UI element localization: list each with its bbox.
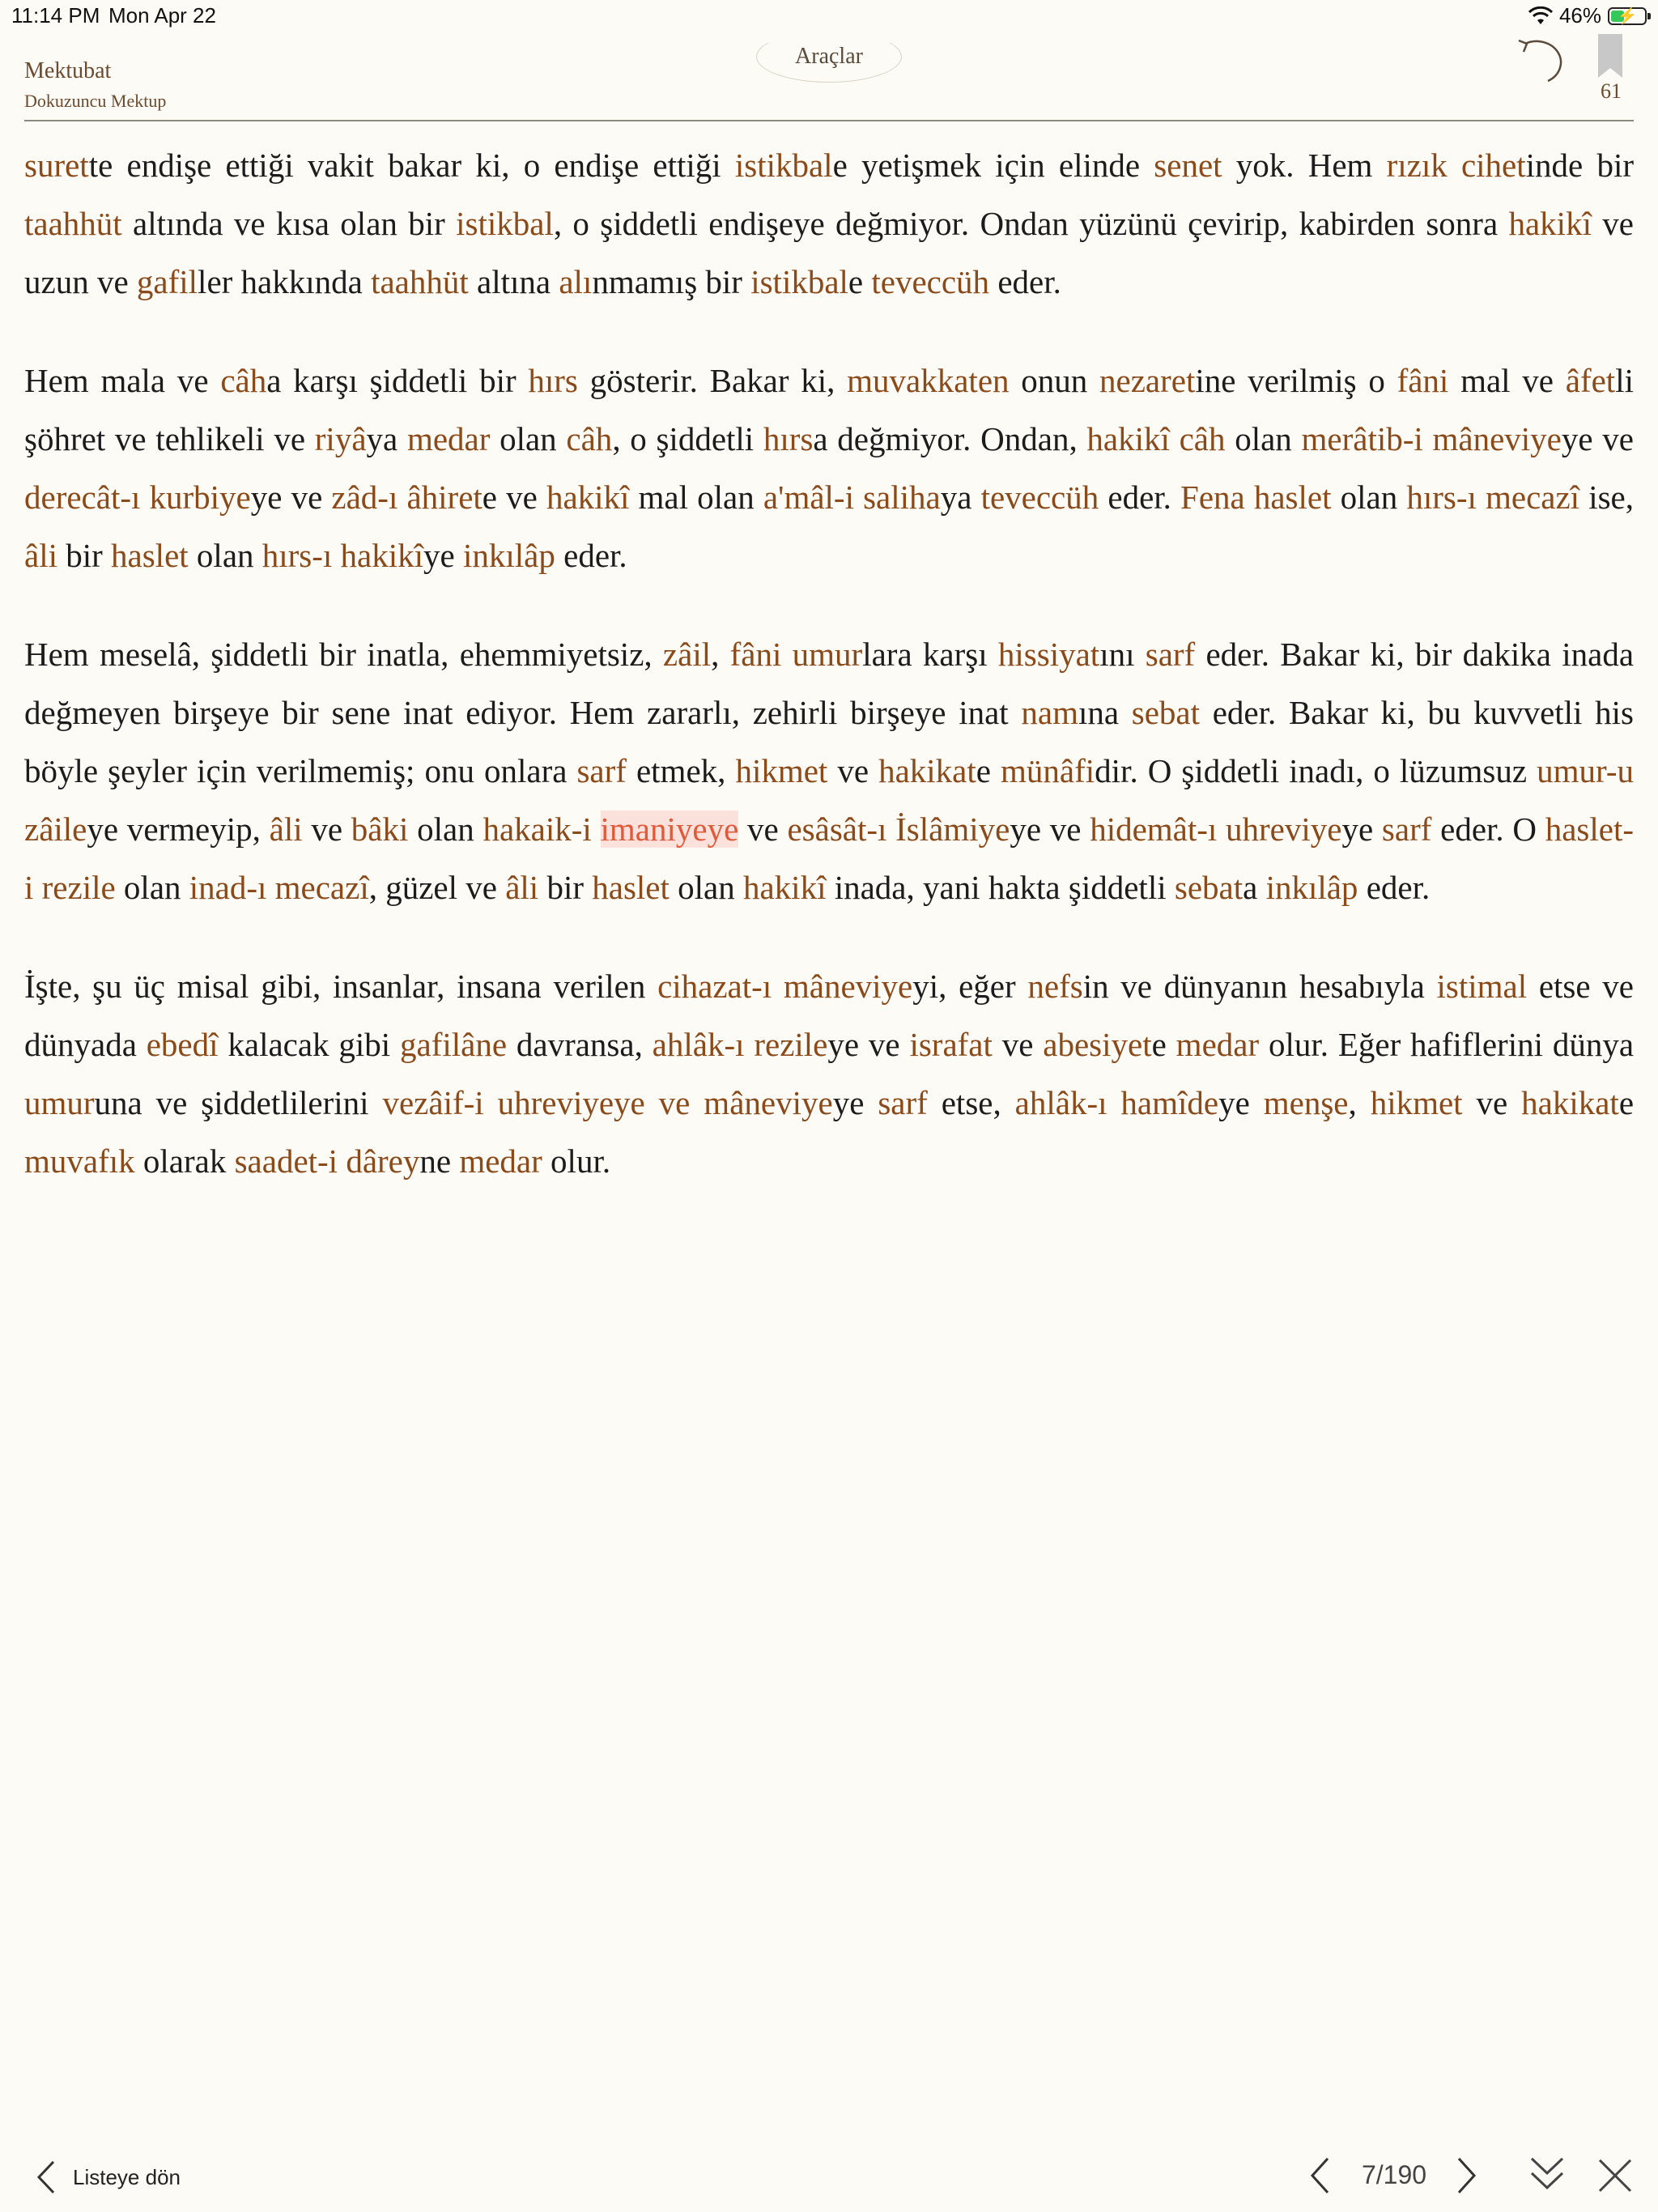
glossary-term-link[interactable]: münâfi: [1001, 752, 1095, 789]
glossary-term-link[interactable]: bâki: [351, 810, 409, 848]
glossary-term-link[interactable]: sarf: [1145, 636, 1196, 673]
body-text: a: [1243, 869, 1266, 906]
glossary-term-link[interactable]: teveccüh: [871, 263, 990, 300]
glossary-term-link[interactable]: nam: [1021, 694, 1078, 731]
glossary-term-link[interactable]: menşe: [1263, 1084, 1349, 1121]
glossary-term-link[interactable]: istimal: [1436, 968, 1528, 1005]
body-text: dir. O şiddetli inadı, o lüzumsuz: [1095, 752, 1537, 789]
glossary-term-link[interactable]: umur: [24, 1084, 95, 1121]
glossary-term-link[interactable]: hikmet: [1370, 1084, 1463, 1121]
body-text: olan: [188, 537, 262, 574]
glossary-term-link[interactable]: Fena haslet: [1180, 479, 1332, 516]
body-text: , o şiddetli: [612, 420, 763, 457]
glossary-term-link[interactable]: âfet: [1565, 362, 1616, 399]
body-text: ise,: [1579, 479, 1634, 516]
body-text: eder. Bakar ki, bir dakika inada değmeyen birşeye bir sene inat ediyor. Hem zararlı, zehirli birşeye inat: [24, 636, 1635, 731]
body-text: etmek,: [626, 752, 736, 789]
body-text: olan: [1331, 479, 1407, 516]
glossary-term-link[interactable]: sebat: [1131, 694, 1201, 731]
glossary-term-link[interactable]: riyâ: [314, 420, 367, 457]
glossary-term-link[interactable]: zâil: [662, 636, 712, 673]
body-text: eder.: [989, 263, 1061, 300]
glossary-term-link[interactable]: saadet-i dârey: [234, 1142, 420, 1180]
glossary-term-link[interactable]: medar: [459, 1142, 542, 1180]
glossary-term-link[interactable]: alı: [559, 263, 593, 300]
body-text: a değmiyor. Ondan,: [813, 420, 1087, 457]
glossary-term-link[interactable]: hakikî câh: [1086, 420, 1226, 457]
glossary-term-link[interactable]: inad-ı mecazî: [189, 869, 369, 906]
body-text: altında ve kısa olan bir: [121, 205, 457, 242]
tools-button[interactable]: [756, 31, 902, 83]
body-text: mal olan: [629, 479, 763, 516]
paragraph: [24, 625, 1634, 917]
body-text: ler hakkında: [198, 263, 372, 300]
glossary-term-link[interactable]: gafilâne: [400, 1026, 508, 1063]
glossary-term-link[interactable]: medar: [406, 420, 491, 457]
double-chevron-down-icon[interactable]: [1527, 2154, 1567, 2197]
body-text: e: [1618, 1084, 1635, 1121]
body-text: ve uzun ve: [24, 205, 1634, 300]
paragraph: [24, 351, 1634, 585]
glossary-term-link[interactable]: taahhüt: [371, 263, 469, 300]
glossary-term-link[interactable]: a'mâl-i saliha: [763, 479, 941, 516]
body-text: ye ve: [827, 1026, 910, 1063]
body-text: davransa,: [507, 1026, 653, 1063]
body-text: li şöhret ve tehlikeli ve: [24, 362, 1634, 457]
glossary-term-link[interactable]: esâsât-ı İslâmiye: [787, 810, 1010, 848]
glossary-term-link[interactable]: sebat: [1174, 869, 1244, 906]
status-right: [1528, 3, 1647, 28]
glossary-term-link[interactable]: hakaik-i: [483, 810, 601, 848]
body-text: ye: [1218, 1084, 1264, 1121]
glossary-term-link[interactable]: inkılâp: [463, 537, 555, 574]
highlighted-term-link[interactable]: imaniyeye: [600, 810, 739, 848]
glossary-term-link[interactable]: abesiyet: [1043, 1026, 1152, 1063]
body-text: mal ve: [1448, 362, 1566, 399]
body-text: ve: [302, 810, 351, 848]
glossary-term-link[interactable]: âli: [269, 810, 303, 848]
glossary-term-link[interactable]: âli: [24, 537, 57, 574]
body-text: lara karşı: [862, 636, 998, 673]
body-text: ve: [738, 810, 788, 848]
body-text: olan: [1225, 420, 1302, 457]
glossary-term-link[interactable]: hırs-ı hakikî: [261, 537, 424, 574]
glossary-term-link[interactable]: âli: [505, 869, 539, 906]
glossary-term-link[interactable]: derecât-ı kurbiye: [24, 479, 251, 516]
glossary-term-link[interactable]: muvafık: [24, 1142, 135, 1180]
glossary-term-link[interactable]: medar: [1175, 1026, 1260, 1063]
glossary-term-link[interactable]: inkılâp: [1265, 869, 1358, 906]
glossary-term-link[interactable]: ahlâk-ı rezile: [652, 1026, 828, 1063]
body-text: yok. Hem: [1222, 147, 1387, 184]
chapter-title: Dokuzuncu Mektup: [24, 91, 167, 111]
glossary-term-link[interactable]: haslet: [592, 869, 670, 906]
body-text: ye: [423, 537, 463, 574]
glossary-term-link[interactable]: câh: [220, 362, 267, 399]
page-number: 61: [1601, 79, 1622, 103]
body-text: yi, eğer: [912, 968, 1028, 1005]
body-text: una ve şiddetlilerini: [94, 1084, 383, 1121]
paragraph: [24, 957, 1634, 1190]
paragraph: [24, 136, 1634, 311]
bottom-toolbar: [0, 2147, 1658, 2212]
tools-button-label: Araçlar: [795, 44, 863, 69]
body-text: altına: [468, 263, 559, 300]
body-text: ya: [366, 420, 407, 457]
body-text: etse ve dünyada: [24, 968, 1634, 1063]
body-text: te endişe ettiği vakit bakar ki, o endişe ettiği: [88, 147, 735, 184]
prev-page-chevron-left-icon[interactable]: [1307, 2155, 1332, 2196]
body-text: eder. O: [1431, 810, 1545, 848]
glossary-term-link[interactable]: sarf: [576, 752, 627, 789]
body-text: bir: [538, 869, 593, 906]
glossary-term-link[interactable]: hakikat: [1521, 1084, 1619, 1121]
back-to-list-label: Listeye dön: [73, 2165, 181, 2189]
body-text: ya: [940, 479, 981, 516]
book-title: Mektubat: [24, 58, 112, 83]
body-text: olan: [115, 869, 189, 906]
glossary-term-link[interactable]: hakikî: [742, 869, 827, 906]
glossary-term-link[interactable]: vezâif-i uhreviyeye ve mâneviye: [382, 1084, 833, 1121]
body-text: eder.: [1099, 479, 1181, 516]
glossary-term-link[interactable]: hakikî: [1508, 205, 1592, 242]
body-text: kalacak gibi: [218, 1026, 401, 1063]
body-text: in ve dünyanın hesabıyla: [1082, 968, 1437, 1005]
glossary-term-link[interactable]: hırs-ı mecazî: [1406, 479, 1580, 516]
body-text: a karşı şiddetli bir: [266, 362, 529, 399]
glossary-term-link[interactable]: hakikat: [878, 752, 976, 789]
body-text: olarak: [134, 1142, 235, 1180]
battery-percent: 46%: [1558, 3, 1601, 28]
glossary-term-link[interactable]: sarf: [878, 1084, 928, 1121]
battery-charging-icon: ⚡: [1608, 7, 1647, 25]
body-text: ye: [1341, 810, 1382, 848]
body-text: ye ve: [1010, 810, 1090, 848]
reading-content: [24, 136, 1634, 1231]
glossary-term-link[interactable]: nefs: [1027, 968, 1083, 1005]
glossary-term-link[interactable]: ahlâk-ı hamîde: [1014, 1084, 1219, 1121]
body-text: gösterir. Bakar ki,: [577, 362, 848, 399]
body-text: , o şiddetli endişeye değmiyor. Ondan yüzünü çevirip, kabirden sonra: [553, 205, 1509, 242]
body-text: inada, yani hakta şiddetli: [826, 869, 1175, 906]
glossary-term-link[interactable]: israfat: [909, 1026, 993, 1063]
body-text: Hem mala ve: [24, 362, 221, 399]
body-text: olur.: [542, 1142, 611, 1180]
glossary-term-link[interactable]: umur-u zâile: [24, 752, 1634, 848]
body-text: e yetişmek için elinde: [832, 147, 1154, 184]
body-text: ne: [419, 1142, 460, 1180]
glossary-term-link[interactable]: ebedî: [146, 1026, 219, 1063]
glossary-term-link[interactable]: fâni umur: [729, 636, 863, 673]
body-text: olan: [669, 869, 743, 906]
chevron-left-icon: [34, 2159, 57, 2196]
glossary-term-link[interactable]: fâni: [1397, 362, 1449, 399]
glossary-term-link[interactable]: hırs: [763, 420, 814, 457]
body-text: ve: [1462, 1084, 1522, 1121]
body-text: olan: [490, 420, 567, 457]
body-text: eder. Bakar ki, bu kuvvetli his böyle şeyler için verilmemiş; onu onlara: [24, 694, 1635, 789]
glossary-term-link[interactable]: istikbal: [734, 147, 833, 184]
glossary-term-link[interactable]: suret: [24, 147, 89, 184]
glossary-term-link[interactable]: cihazat-ı mâneviye: [657, 968, 913, 1005]
glossary-term-link[interactable]: hidemât-ı uhreviye: [1090, 810, 1342, 848]
glossary-term-link[interactable]: senet: [1154, 147, 1222, 184]
body-text: olan: [408, 810, 483, 848]
glossary-term-link[interactable]: sarf: [1381, 810, 1432, 848]
body-text: eder.: [1358, 869, 1431, 906]
body-text: ,: [711, 636, 730, 673]
status-date: Mon Apr 22: [108, 3, 216, 28]
glossary-term-link[interactable]: nezaret: [1099, 362, 1196, 399]
body-text: olur. Eğer hafiflerini dünya: [1259, 1026, 1635, 1063]
glossary-term-link[interactable]: rızık cihet: [1386, 147, 1526, 184]
glossary-term-link[interactable]: haslet-i rezile: [24, 810, 1635, 906]
body-text: bir: [57, 537, 112, 574]
bookmark-icon[interactable]: [1596, 32, 1624, 79]
header-divider: [24, 120, 1634, 121]
page-counter: 7/190: [1361, 2160, 1427, 2189]
body-text: inde bir: [1525, 147, 1634, 184]
body-text: eder.: [555, 537, 627, 574]
body-text: ye ve: [250, 479, 332, 516]
status-time: 11:14 PM: [11, 3, 100, 28]
undo-arrow-icon[interactable]: [1516, 32, 1572, 84]
body-text: e: [848, 263, 872, 300]
body-text: ine verilmiş o: [1195, 362, 1397, 399]
next-page-chevron-right-icon[interactable]: [1455, 2155, 1479, 2196]
glossary-term-link[interactable]: istikbal: [750, 263, 848, 300]
glossary-term-link[interactable]: taahhüt: [24, 205, 122, 242]
body-text: e: [976, 752, 1001, 789]
body-text: ve: [827, 752, 879, 789]
glossary-term-link[interactable]: istikbal: [456, 205, 554, 242]
body-text: ve: [992, 1026, 1044, 1063]
wifi-icon: [1528, 6, 1553, 26]
glossary-term-link[interactable]: gafil: [136, 263, 198, 300]
body-text: nmamış bir: [592, 263, 751, 300]
body-text: e: [1151, 1026, 1176, 1063]
glossary-term-link[interactable]: teveccüh: [980, 479, 1099, 516]
body-text: , güzel ve: [368, 869, 506, 906]
body-text: ına: [1078, 694, 1132, 731]
glossary-term-link[interactable]: hakikî: [546, 479, 630, 516]
glossary-term-link[interactable]: hikmet: [735, 752, 828, 789]
body-text: İşte, şu üç misal gibi, insanlar, insana verilen: [24, 968, 658, 1005]
glossary-term-link[interactable]: zâd-ı âhiret: [331, 479, 483, 516]
body-text: Hem meselâ, şiddetli bir inatla, ehemmiyetsiz,: [24, 636, 663, 673]
glossary-term-link[interactable]: hissiyat: [997, 636, 1100, 673]
glossary-term-link[interactable]: câh: [566, 420, 613, 457]
body-text: etse,: [927, 1084, 1015, 1121]
body-text: ını: [1099, 636, 1146, 673]
body-text: onun: [1009, 362, 1100, 399]
close-icon[interactable]: [1595, 2155, 1635, 2196]
body-text: e ve: [482, 479, 546, 516]
glossary-term-link[interactable]: hırs: [528, 362, 578, 399]
glossary-term-link[interactable]: haslet: [111, 537, 189, 574]
glossary-term-link[interactable]: muvakkaten: [847, 362, 1010, 399]
body-text: ye vermeyip,: [87, 810, 270, 848]
body-text: ,: [1348, 1084, 1371, 1121]
body-text: ye ve: [1561, 420, 1634, 457]
body-text: ye: [832, 1084, 878, 1121]
glossary-term-link[interactable]: merâtib-i mâneviye: [1301, 420, 1562, 457]
